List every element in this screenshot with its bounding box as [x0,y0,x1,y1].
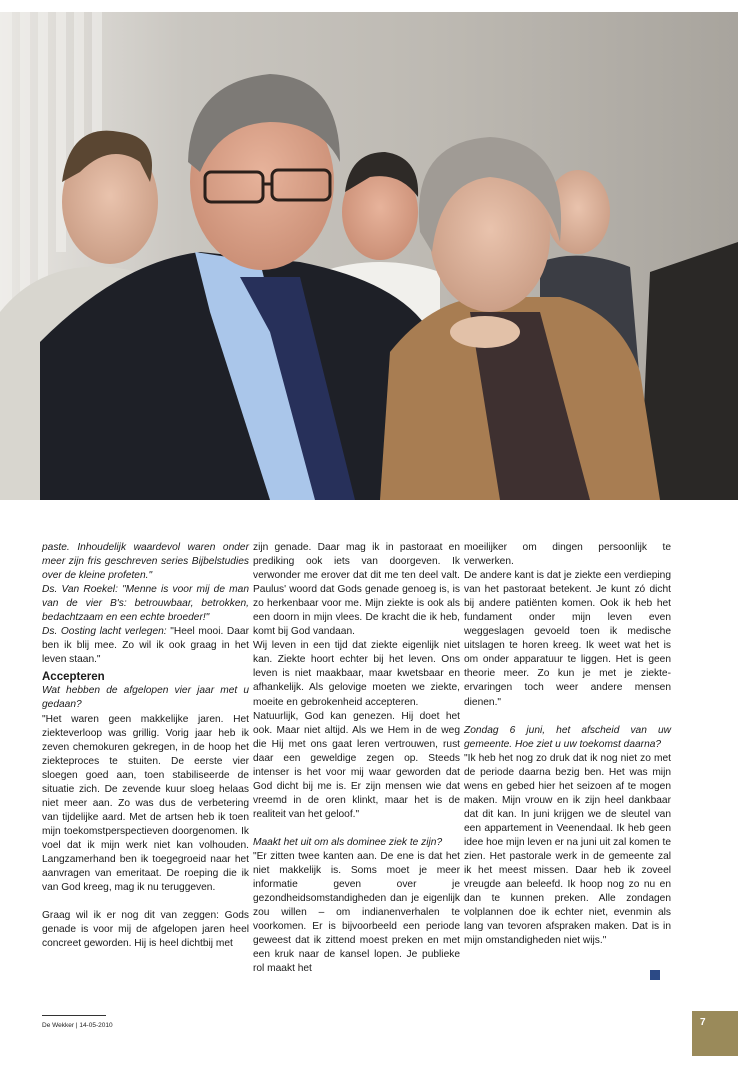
article-photo [0,12,738,500]
footer-divider [42,1015,106,1016]
paragraph: De andere kant is dat je ziekte een verdieping van het pastoraat betekent. Je kunt zó dicht bij andere patiënten komen. Ook ik heb het fundament onder mijn leven even weggeslagen gevoeld toen ik medische uitslagen te horen kreeg. Ik weet wat het is om onder apparatuur te liggen. Het is geen theorie meer. Zo kun je met je ziekte-ervaringen toch weer andere mensen dienen." [464,570,671,708]
interview-question: Zondag 6 juni, het afscheid van uw gemeente. Hoe ziet u uw toekomst daarna? [464,724,671,750]
paragraph: moeilijker om dingen persoonlijk te verwerken. [464,542,671,568]
end-of-article-square-icon [650,970,660,980]
photo-illustration [0,12,738,500]
paragraph: Natuurlijk, God kan genezen. Hij doet het ook. Maar niet altijd. Als we Hem in de weg die Hij met ons gaat leren vertrouwen, rust daar een geweldige zegen op. Steeds intenser is het voor mij waar geworden dat God dicht bij me is. Er zijn mensen wie dat vreemd in de oren klinkt, maar het is de realiteit van het geloof." [253,710,460,820]
section-heading: Accepteren [42,671,105,684]
quote-text: "Heel mooi. Daar ben ik blij mee. Zo wil ik ook graag in het leven staan." [42,626,249,666]
speaker-label: Ds. Oosting lacht verlegen: [42,626,167,638]
article-column-3 [464,541,671,948]
page-number: 7 [692,1011,738,1056]
paragraph: zijn genade. Daar mag ik in pastoraat en prediking ook iets van doorgeven. Ik verwonder me erover dat dit me ten deel valt. Paulus' woord dat Gods genade genoeg is, is zo herkenbaar voor me. Mijn ziekte is ook als een doorn in mijn vlees. De kracht die ik heb, komt bij God vandaan. [253,542,460,638]
paragraph: "Ik heb het nog zo druk dat ik nog niet zo met de periode daarna bezig ben. Het was mijn wens en gebed hier het seizoen af te mogen maken. Mijn vrouw en ik zijn heel dankbaar dat dit kan. In juni krijgen we de sleutel van een appartement in Veenendaal. Ik heb geen idee hoe mijn leven er na juni uit zal komen te zien. Het pastorale werk in de gemeente zal ik het meest missen. Daar heb ik zoveel vreugde aan beleefd. Ik hoop nog zo nu en dan te kunnen preken. Alle zondagen volplannen doe ik echter niet, evenmin als lang van tevoren afspraken maken. Dat is in mijn omstandigheden niet wijs." [464,752,671,947]
interview-question: Maakt het uit om als dominee ziek te zijn? [253,836,443,848]
article-column-2 [253,541,460,976]
interview-question: Wat hebben de afgelopen vier jaar met u gedaan? [42,685,249,711]
article-column-1 [42,541,249,951]
paragraph: Ds. Van Roekel: "Menne is voor mij de man van de vier B's: betrouwbaar, betrokken, bedachtzaam en een echte broeder!" [42,584,249,624]
paragraph: Wij leven in een tijd dat ziekte eigenlijk niet kan. Ziekte hoort echter bij het leven. Ons leven is niet maakbaar, maar kwetsbaar en afhankelijk. Als gelovige moeten we ziekte, moeite en gebrokenheid accepteren. [253,640,460,708]
paragraph: paste. Inhoudelijk waardevol waren onder meer zijn fris geschreven series Bijbelstudies over de kleine profeten." [42,542,249,582]
footer-publication: De Wekker | 14-05-2010 [42,1022,113,1029]
paragraph-gap [464,710,671,724]
paragraph [42,625,249,667]
paragraph-gap [42,895,249,909]
paragraph: "Het waren geen makkelijke jaren. Het ziekteverloop was grillig. Vorig jaar heb ik zeven chemokuren gekregen, in de hoop het ziekteproces te stuiten. De eerste vier sloegen goed aan, toen stabiliseerde de situatie zich. De zevende kuur sloeg helaas niet meer aan. Zo was dus de verbetering van tijdelijke aard. Met de artsen heb ik toen mijn toekomstperspectieven doorgenomen. Ik voel dat ik mijn werk niet kan volhouden. Langzamerhand ben ik toegegroeid naar het aanvragen van emeritaat. De roeping die ik van God kreeg, mag ik nu teruggeven. [42,713,249,894]
paragraph-gap [253,822,460,836]
paragraph: "Er zitten twee kanten aan. De ene is dat het niet makkelijk is. Soms moet je meer informatie geven over je gezondheidsomstandigheden dan je eigenlijk zou willen – om indianenverhalen te voorkomen. Er is bijvoorbeeld een periode geweest dat ik zittend moest preken en met een kruk naar de kansel lopen. Je publieke rol maakt het [253,850,460,975]
paragraph: Graag wil ik er nog dit van zeggen: Gods genade is voor mij de afgelopen jaren heel concreet geworden. Hij is heel dichtbij met [42,910,249,950]
